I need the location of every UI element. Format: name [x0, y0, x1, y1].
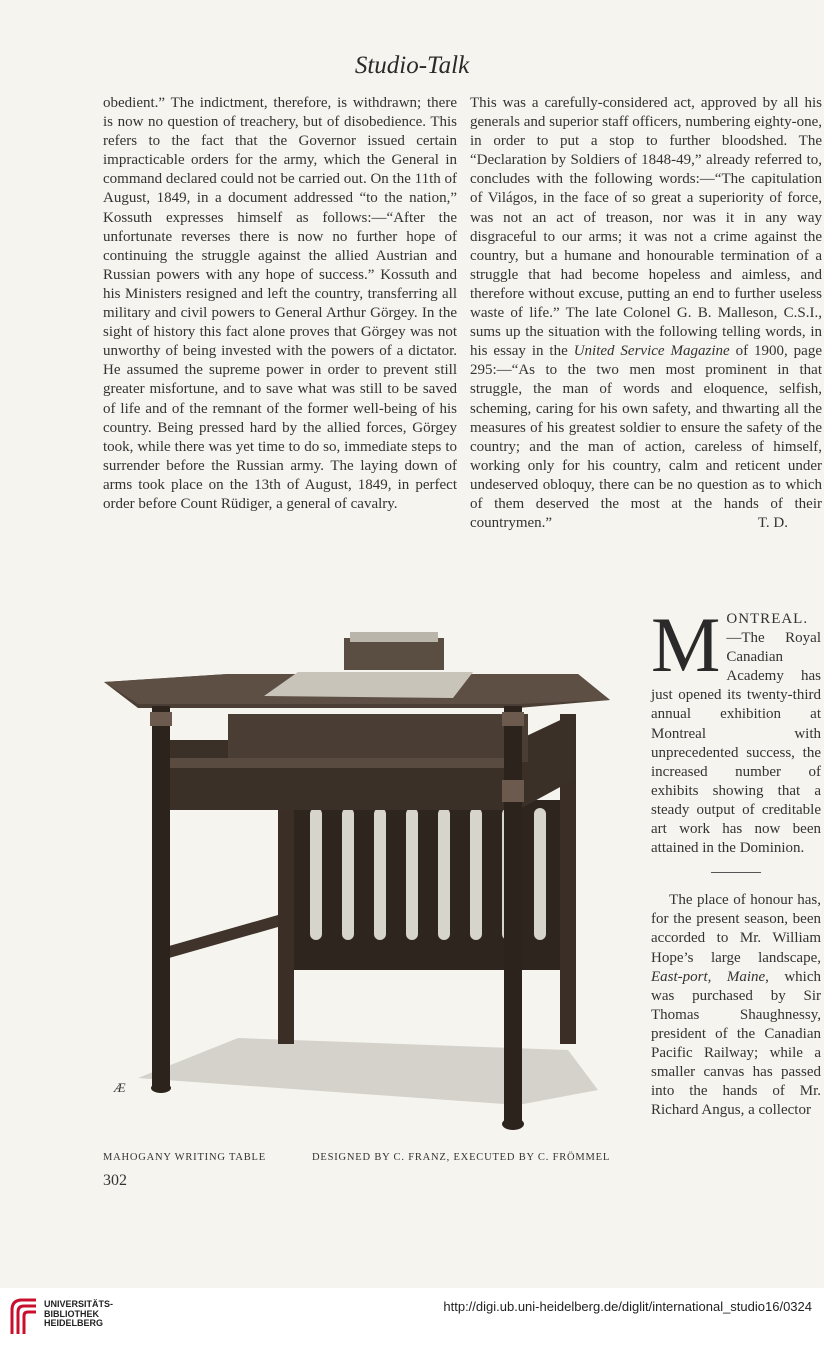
magazine-title: United Service Magazine: [573, 343, 730, 360]
painting-title: East-port, Maine: [651, 968, 766, 985]
drop-cap: M: [651, 601, 721, 688]
viewer-footer: [0, 1288, 824, 1348]
author-signature: T. D.: [757, 515, 788, 532]
montreal-heading: ONTREAL.: [726, 611, 809, 627]
artist-monogram: Æ: [114, 1080, 126, 1095]
figure-caption-title: MAHOGANY WRITING TABLE: [103, 1152, 266, 1163]
right-column-text: [470, 94, 822, 533]
montreal-text-2a: The place of honour has, for the present season, been accorded to Mr. William Hope’s large landscape,: [651, 892, 822, 966]
document-url[interactable]: http://digi.ub.uni-heidelberg.de/diglit/international_studio16/0324: [443, 1299, 812, 1314]
library-name-line-3: HEIDELBERG: [44, 1318, 104, 1328]
page-title: Studio-Talk: [354, 52, 470, 79]
page-number: 302: [103, 1172, 127, 1189]
library-name-line-2: BIBLIOTHEK: [44, 1308, 99, 1319]
heidelberg-library-logo-icon[interactable]: [8, 1296, 40, 1336]
right-column: [470, 94, 822, 533]
library-name-line-1: UNIVERSITÄTS-: [44, 1299, 114, 1309]
library-name[interactable]: [44, 1300, 113, 1329]
montreal-column: [651, 601, 822, 1120]
section-divider: [711, 872, 761, 873]
montreal-paragraph-1: [651, 601, 821, 858]
montreal-paragraph-2: [651, 891, 821, 1120]
right-text-part2: of 1900, page 295:—“As to the two men most prominent in that struggle, the man of words and eloquence, selfish, scheming, caring for his own safety, and thwarting all the measures of his greatest soldier to ensure the safety of the country; and the man of action, careless of himself, working only for his country, calm and reticent under undeserved obloquy, there can be no question as to which of them deserved the most at the hands of their countrymen.”: [470, 343, 822, 532]
writing-table-illustration: [98, 630, 628, 1140]
figure-caption-credit: DESIGNED BY C. FRANZ, EXECUTED BY C. FRÖMMEL: [312, 1152, 611, 1163]
right-text-part1: This was a carefully-considered act, approved by all his generals and superior staff officers, numbering eighty-one, in order to put a stop to further bloodshed. The “Declaration by Soldiers of 1848-49,” already referred to, concludes with the following words:—“The capitulation of Világos, in the face of so great a superiority of force, was not an act of treason, nor was it in any way disgraceful to our arms; it was not a crime against the country, but a humane and honourable termination of a struggle that had become hopeless and aimless, and therefore without excuse, putting an end to further useless waste of life.” The late Colonel G. B. Malleson, C.S.I., sums up the situation with the following telling words, in his essay in the: [470, 95, 822, 360]
left-column-text: obedient.” The indictment, therefore, is withdrawn; there is now no question of treachery, but of disobedience. This refers to the fact that the Governor issued certain impracticable orders for the army, which the General in command declared could not be carried out. On the 11th of August, 1849, in a document addressed “to the nation,” Kossuth expresses himself as follows:—“After the unfortunate reverses there is now no further hope of continuing the struggle against the allied Austrian and Russian powers with any hope of success.” Kossuth and his Ministers resigned and left the country, transferring all military and civil powers to General Arthur Görgey. In the sight of history this fact alone proves that Görgey was not unworthy of being invested with the powers of a dictator. He assumed the supreme power in order to prevent still greater misfortune, and to save what was still to be saved of life and of the remnant of the former well-being of his country. Being pressed hard by the allied forces, Görgey took, while there was yet time to do so, immediate steps to surrender before the Russian army. The laying down of arms took place on the 13th of August, 1849, in perfect order before Count Rüdiger, a general of cavalry.: [103, 95, 457, 512]
left-column: [103, 94, 457, 514]
montreal-text-1: —The Royal Canadian Academy has just opened its twenty-third annual exhibition at Montreal with unprecedented success, the increased number of exhibits showing that a steady output of creditable art work has now been attained in the Dominion.: [651, 630, 821, 857]
montreal-text-2b: , which was purchased by Sir Thomas Shaughnessy, president of the Canadian Pacific Railway; while a smaller canvas has passed into the hands of Mr. Richard Angus, a collector: [651, 968, 821, 1119]
